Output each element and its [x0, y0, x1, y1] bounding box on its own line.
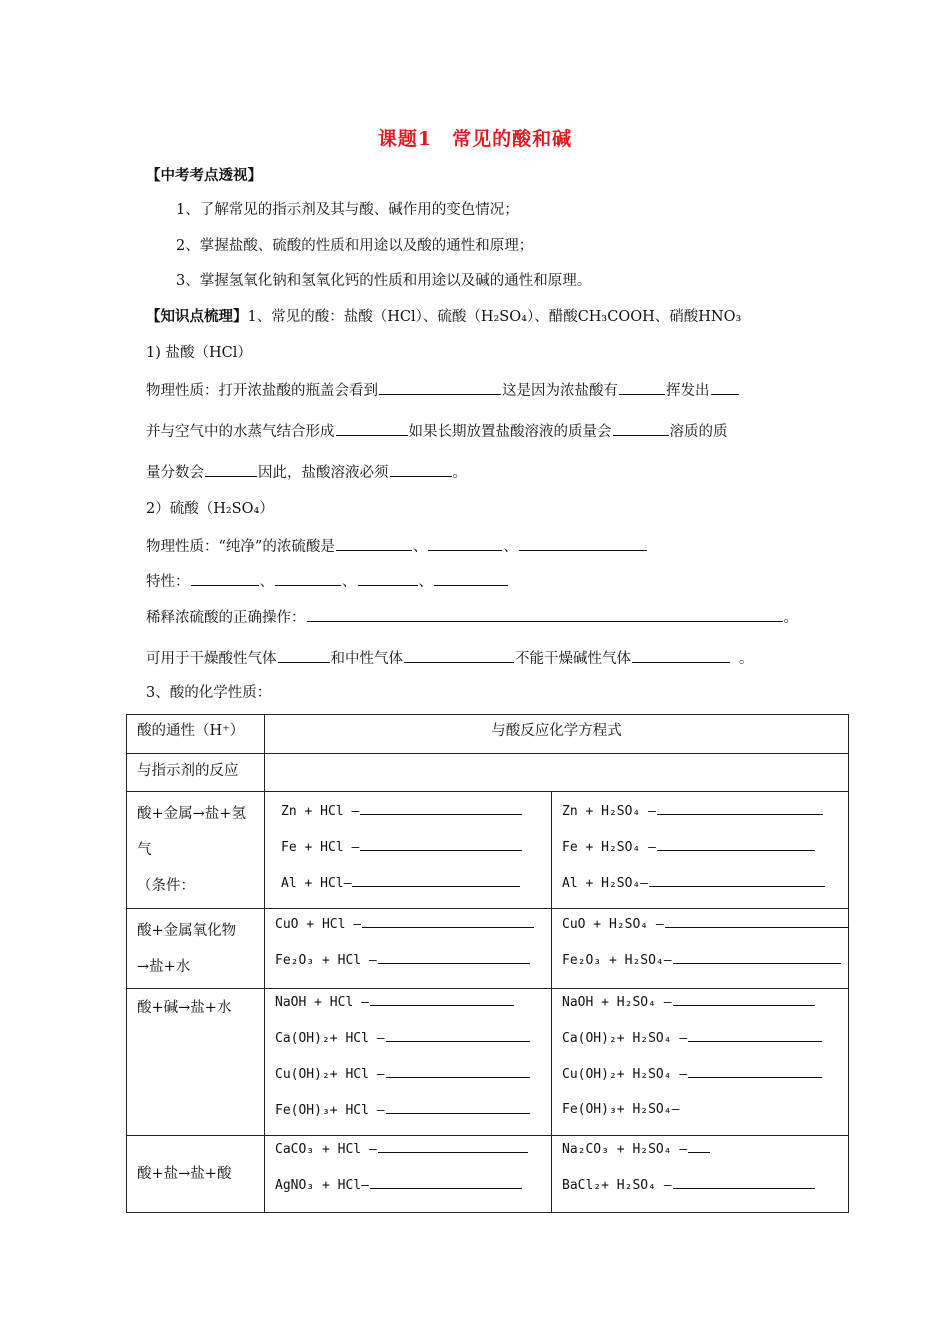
row-label: 酸+金属氧化物: [137, 923, 237, 939]
equation-text: Al + HCl—: [281, 876, 352, 891]
table-row-metal-oxide: [127, 909, 849, 989]
fill-blank[interactable]: [362, 913, 534, 928]
equation-row: [562, 949, 840, 985]
table-row-base: [127, 989, 849, 1136]
equation-row: [275, 949, 543, 985]
period: 。: [783, 610, 798, 626]
hcl-line-3: [146, 461, 467, 483]
fill-blank[interactable]: [370, 991, 514, 1006]
row-label: 气: [137, 842, 152, 858]
fill-blank[interactable]: [619, 379, 665, 395]
equation-row: [275, 913, 543, 949]
table-header-cell: [265, 715, 849, 754]
fill-blank[interactable]: [336, 535, 412, 551]
equation-text: Fe₂O₃ + H₂SO₄—: [562, 953, 672, 968]
hcl-line-1: [146, 379, 740, 401]
fill-blank[interactable]: [370, 1174, 522, 1189]
equation-text: NaOH + H₂SO₄ —: [562, 995, 672, 1010]
equation-row: [281, 836, 543, 872]
equation-row: [562, 1027, 840, 1063]
equation-text: AgNO₃ + HCl—: [275, 1178, 369, 1193]
equation-text: Ca(OH)₂+ H₂SO₄ —: [562, 1031, 688, 1046]
h2so4-text: 物理性质：“纯净”的浓硫酸是: [146, 539, 335, 555]
hcl-text: 如果长期放置盐酸溶液的质量会: [408, 424, 612, 440]
h2so4-text: 可用于干燥酸性气体: [146, 651, 277, 667]
fill-blank[interactable]: [673, 949, 841, 964]
objective-1: 1、了解常见的指示剂及其与酸、碱作用的变色情况；: [176, 202, 519, 218]
fill-blank[interactable]: [632, 647, 730, 663]
equation-text: Zn + HCl —: [281, 804, 360, 819]
period: 。: [739, 651, 754, 667]
equation-text: Na₂CO₃ + H₂SO₄ —: [562, 1142, 688, 1157]
h2so4-heading: 2）硫酸（H₂SO₄）: [146, 501, 274, 517]
fill-blank[interactable]: [386, 1099, 530, 1114]
equation-text: NaOH + HCl —: [275, 995, 369, 1010]
row-label: 酸+碱→盐+水: [137, 1000, 232, 1016]
fill-blank[interactable]: [673, 1174, 815, 1189]
col-header-properties: 酸的通性（H⁺）: [137, 723, 245, 739]
hcl-heading: 1) 盐酸（HCl）: [146, 345, 252, 361]
equation-row: [562, 991, 840, 1027]
knowledge-heading: 【知识点梳理】: [146, 308, 248, 325]
separator: 、: [412, 539, 428, 555]
equation-row: [562, 1138, 840, 1174]
separator: 、: [503, 539, 518, 555]
equation-row: [562, 1174, 840, 1210]
table-label-cell: [127, 989, 265, 1136]
fill-blank[interactable]: [386, 1027, 530, 1042]
equation-row: [562, 836, 840, 872]
equation-text: Al + H₂SO₄—: [562, 876, 649, 891]
equation-row: [275, 1099, 543, 1135]
fill-blank[interactable]: [205, 461, 257, 477]
acid-properties-table: [126, 714, 849, 1213]
fill-blank[interactable]: [404, 647, 514, 663]
equation-text: Cu(OH)₂+ HCl —: [275, 1067, 385, 1082]
fill-blank[interactable]: [390, 461, 452, 477]
indicator-answer-cell[interactable]: [265, 754, 849, 792]
fill-blank[interactable]: [378, 949, 530, 964]
hcl-equations-cell: [265, 792, 552, 909]
equation-row: [275, 991, 543, 1027]
row-label: 酸+盐→盐+酸: [137, 1166, 232, 1182]
h2so4-dilute: [146, 606, 798, 628]
fill-blank[interactable]: [711, 379, 739, 395]
h2so4-text: 和中性气体: [330, 651, 403, 667]
hcl-text: 。: [452, 465, 467, 481]
equation-text: Fe(OH)₃+ H₂SO₄—: [562, 1102, 680, 1117]
table-row-metal: [127, 792, 849, 909]
separator: 、: [418, 574, 433, 590]
equation-text: Fe(OH)₃+ HCl —: [275, 1103, 385, 1118]
fill-blank[interactable]: [657, 836, 815, 851]
hcl-text: 并与空气中的水蒸气结合形成: [146, 424, 335, 440]
table-label-cell: [127, 1136, 265, 1213]
fill-blank[interactable]: [352, 872, 520, 887]
hcl-text: 因此，盐酸溶液必须: [258, 465, 389, 481]
separator: 、: [342, 574, 357, 590]
fill-blank[interactable]: [519, 535, 647, 551]
fill-blank[interactable]: [613, 420, 669, 436]
equation-text: Ca(OH)₂+ HCl —: [275, 1031, 385, 1046]
h2so4-equations-cell: [552, 792, 849, 909]
h2so4-equations-cell: [552, 1136, 849, 1213]
h2so4-drying: [146, 647, 754, 669]
fill-blank[interactable]: [358, 570, 418, 586]
objective-2: 2、掌握盐酸、硫酸的性质和用途以及酸的通性和原理；: [176, 238, 534, 254]
equation-row: [562, 1063, 840, 1099]
equation-row: [562, 1099, 840, 1135]
hcl-equations-cell: [265, 989, 552, 1136]
table-row-salt: [127, 1136, 849, 1213]
h2so4-equations-cell: [552, 909, 849, 989]
fill-blank[interactable]: [688, 1027, 822, 1042]
fill-blank[interactable]: [378, 1138, 528, 1153]
h2so4-physical: [146, 535, 648, 557]
row-label: →盐+水: [137, 959, 191, 975]
chem-props-heading: 3、酸的化学性质：: [146, 685, 272, 701]
objective-3: 3、掌握氢氧化钠和氢氧化钙的性质和用途以及碱的通性和原理。: [176, 273, 592, 289]
table-row-indicator: [127, 754, 849, 792]
equation-text: CaCO₃ + HCl —: [275, 1142, 377, 1157]
indicator-label: 与指示剂的反应: [137, 763, 239, 779]
exam-points-heading: 【中考考点透视】: [146, 167, 262, 184]
fill-blank[interactable]: [307, 606, 783, 622]
table-label-cell: [127, 754, 265, 792]
common-acids-text: 1、常见的酸：盐酸（HCl）、硫酸（H₂SO₄）、醋酸CH₃COOH、硝酸HNO₃: [247, 309, 742, 325]
hcl-equations-cell: [265, 1136, 552, 1213]
fill-blank[interactable]: [673, 991, 815, 1006]
h2so4-text: 特性：: [146, 574, 190, 590]
fill-blank[interactable]: [379, 379, 501, 395]
h2so4-equations-cell: [552, 989, 849, 1136]
equation-text: Fe + HCl —: [281, 840, 360, 855]
fill-blank[interactable]: [336, 420, 408, 436]
hcl-text: 物理性质：打开浓盐酸的瓶盖会看到: [146, 383, 378, 399]
equation-row: [281, 872, 543, 908]
fill-blank[interactable]: [688, 1138, 710, 1153]
separator: 、: [259, 574, 274, 590]
equation-row: [562, 872, 840, 908]
equation-text: Cu(OH)₂+ H₂SO₄ —: [562, 1067, 688, 1082]
equation-row: [562, 800, 840, 836]
table-label-cell: [127, 792, 265, 909]
row-label: 酸+金属→盐+氢: [137, 806, 246, 822]
col-header-equations: 与酸反应化学方程式: [491, 723, 622, 739]
equation-text: Fe₂O₃ + HCl —: [275, 953, 377, 968]
fill-blank[interactable]: [360, 800, 522, 815]
fill-blank[interactable]: [665, 913, 849, 928]
equation-row: [562, 913, 840, 949]
hcl-line-2: [146, 420, 728, 442]
equation-row: [275, 1174, 543, 1210]
equation-row: [275, 1027, 543, 1063]
equation-text: Zn + H₂SO₄ —: [562, 804, 656, 819]
h2so4-special: [146, 570, 509, 592]
equation-text: Fe + H₂SO₄ —: [562, 840, 656, 855]
fill-blank[interactable]: [278, 647, 330, 663]
hcl-text: 溶质的质: [669, 424, 728, 440]
fill-blank[interactable]: [688, 1063, 822, 1078]
table-label-cell: [127, 909, 265, 989]
fill-blank[interactable]: [275, 570, 341, 586]
equation-row: [275, 1063, 543, 1099]
table-header-cell: [127, 715, 265, 754]
fill-blank[interactable]: [649, 872, 825, 887]
table-header-row: [127, 715, 849, 754]
fill-blank[interactable]: [386, 1063, 530, 1078]
knowledge-line: [146, 307, 741, 327]
equation-text: CuO + H₂SO₄ —: [562, 917, 664, 932]
fill-blank[interactable]: [360, 836, 522, 851]
equation-row: [275, 1138, 543, 1174]
fill-blank[interactable]: [191, 570, 259, 586]
fill-blank[interactable]: [428, 535, 502, 551]
equation-text: CuO + HCl —: [275, 917, 362, 932]
hcl-text: 挥发出: [666, 383, 710, 399]
h2so4-text: 不能干燥碱性气体: [515, 651, 631, 667]
hcl-text: 这是因为浓盐酸有: [502, 383, 618, 399]
hcl-text: 量分数会: [146, 465, 204, 481]
equation-text: BaCl₂+ H₂SO₄ —: [562, 1178, 672, 1193]
fill-blank[interactable]: [434, 570, 508, 586]
page-title: 课题1 常见的酸和碱: [377, 128, 573, 150]
hcl-equations-cell: [265, 909, 552, 989]
equation-row: [281, 800, 543, 836]
fill-blank[interactable]: [657, 800, 823, 815]
row-label: （条件：: [137, 878, 195, 894]
h2so4-text: 稀释浓硫酸的正确操作：: [146, 610, 306, 626]
